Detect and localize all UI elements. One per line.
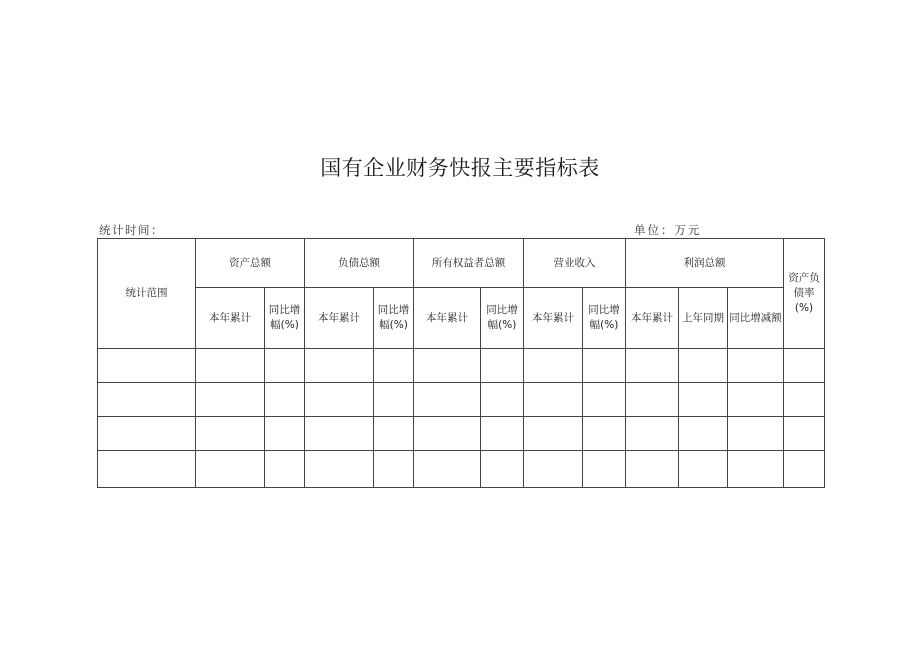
table-cell[interactable] — [728, 383, 784, 417]
subheader-revenue-ytd: 本年累计 — [524, 288, 583, 349]
subheader-equity-yoy: 同比增幅(%) — [481, 288, 524, 349]
table-cell[interactable] — [374, 383, 414, 417]
table-cell[interactable] — [784, 417, 825, 451]
table-cell[interactable] — [305, 451, 374, 488]
table-cell[interactable] — [98, 383, 196, 417]
subheader-assets-yoy: 同比增幅(%) — [265, 288, 305, 349]
indicator-table — [97, 238, 825, 488]
table-cell[interactable] — [679, 349, 728, 383]
page-title: 国有企业财务快报主要指标表 — [320, 156, 600, 180]
table-cell[interactable] — [481, 349, 524, 383]
table-cell[interactable] — [524, 417, 583, 451]
table-cell[interactable] — [583, 349, 626, 383]
table-cell[interactable] — [728, 451, 784, 488]
table-cell[interactable] — [524, 451, 583, 488]
table-cell[interactable] — [679, 417, 728, 451]
table-row — [98, 417, 825, 451]
table-cell[interactable] — [414, 417, 481, 451]
table-cell[interactable] — [626, 417, 679, 451]
table-cell[interactable] — [728, 417, 784, 451]
table-cell[interactable] — [414, 451, 481, 488]
subheader-profit-ytd: 本年累计 — [626, 288, 679, 349]
table-cell[interactable] — [196, 451, 265, 488]
header-row-groups — [98, 239, 825, 288]
table-cell[interactable] — [374, 417, 414, 451]
table-cell[interactable] — [265, 417, 305, 451]
table-cell[interactable] — [265, 349, 305, 383]
subheader-revenue-yoy: 同比增幅(%) — [583, 288, 626, 349]
table-cell[interactable] — [784, 451, 825, 488]
table-cell[interactable] — [98, 417, 196, 451]
table-row — [98, 349, 825, 383]
header-total-liabilities: 负债总额 — [305, 239, 414, 288]
header-total-profit: 利润总额 — [626, 239, 784, 288]
table-cell[interactable] — [679, 451, 728, 488]
table-cell[interactable] — [196, 383, 265, 417]
table-cell[interactable] — [265, 451, 305, 488]
header-total-equity: 所有权益者总额 — [414, 239, 524, 288]
stat-time-label: 统计时间： — [99, 223, 164, 237]
table-cell[interactable] — [583, 383, 626, 417]
table-cell[interactable] — [626, 383, 679, 417]
header-total-assets: 资产总额 — [196, 239, 305, 288]
table-cell[interactable] — [524, 383, 583, 417]
subheader-liabilities-yoy: 同比增幅(%) — [374, 288, 414, 349]
header-debt-ratio: 资产负债率(%) — [784, 239, 825, 349]
table-cell[interactable] — [196, 417, 265, 451]
table-cell[interactable] — [98, 349, 196, 383]
table-cell[interactable] — [305, 349, 374, 383]
subheader-assets-ytd: 本年累计 — [196, 288, 265, 349]
table-row — [98, 451, 825, 488]
table-cell[interactable] — [524, 349, 583, 383]
subheader-profit-change: 同比增减额 — [728, 288, 784, 349]
table-cell[interactable] — [626, 451, 679, 488]
table-cell[interactable] — [784, 349, 825, 383]
table-cell[interactable] — [583, 451, 626, 488]
table-cell[interactable] — [414, 383, 481, 417]
subheader-liabilities-ytd: 本年累计 — [305, 288, 374, 349]
header-row-subcolumns — [98, 288, 825, 349]
table-cell[interactable] — [679, 383, 728, 417]
header-revenue: 营业收入 — [524, 239, 626, 288]
table-cell[interactable] — [626, 349, 679, 383]
table-cell[interactable] — [728, 349, 784, 383]
table-row — [98, 383, 825, 417]
table-cell[interactable] — [481, 383, 524, 417]
table-cell[interactable] — [196, 349, 265, 383]
table-cell[interactable] — [414, 349, 481, 383]
table-cell[interactable] — [583, 417, 626, 451]
subheader-equity-ytd: 本年累计 — [414, 288, 481, 349]
table-cell[interactable] — [265, 383, 305, 417]
subheader-profit-prior: 上年同期 — [679, 288, 728, 349]
table-cell[interactable] — [98, 451, 196, 488]
table-cell[interactable] — [481, 451, 524, 488]
table-cell[interactable] — [374, 349, 414, 383]
table-cell[interactable] — [305, 417, 374, 451]
table-cell[interactable] — [481, 417, 524, 451]
unit-label: 单位：万元 — [634, 223, 702, 237]
table-cell[interactable] — [374, 451, 414, 488]
table-cell[interactable] — [305, 383, 374, 417]
table-cell[interactable] — [784, 383, 825, 417]
header-stat-scope: 统计范围 — [98, 239, 196, 349]
